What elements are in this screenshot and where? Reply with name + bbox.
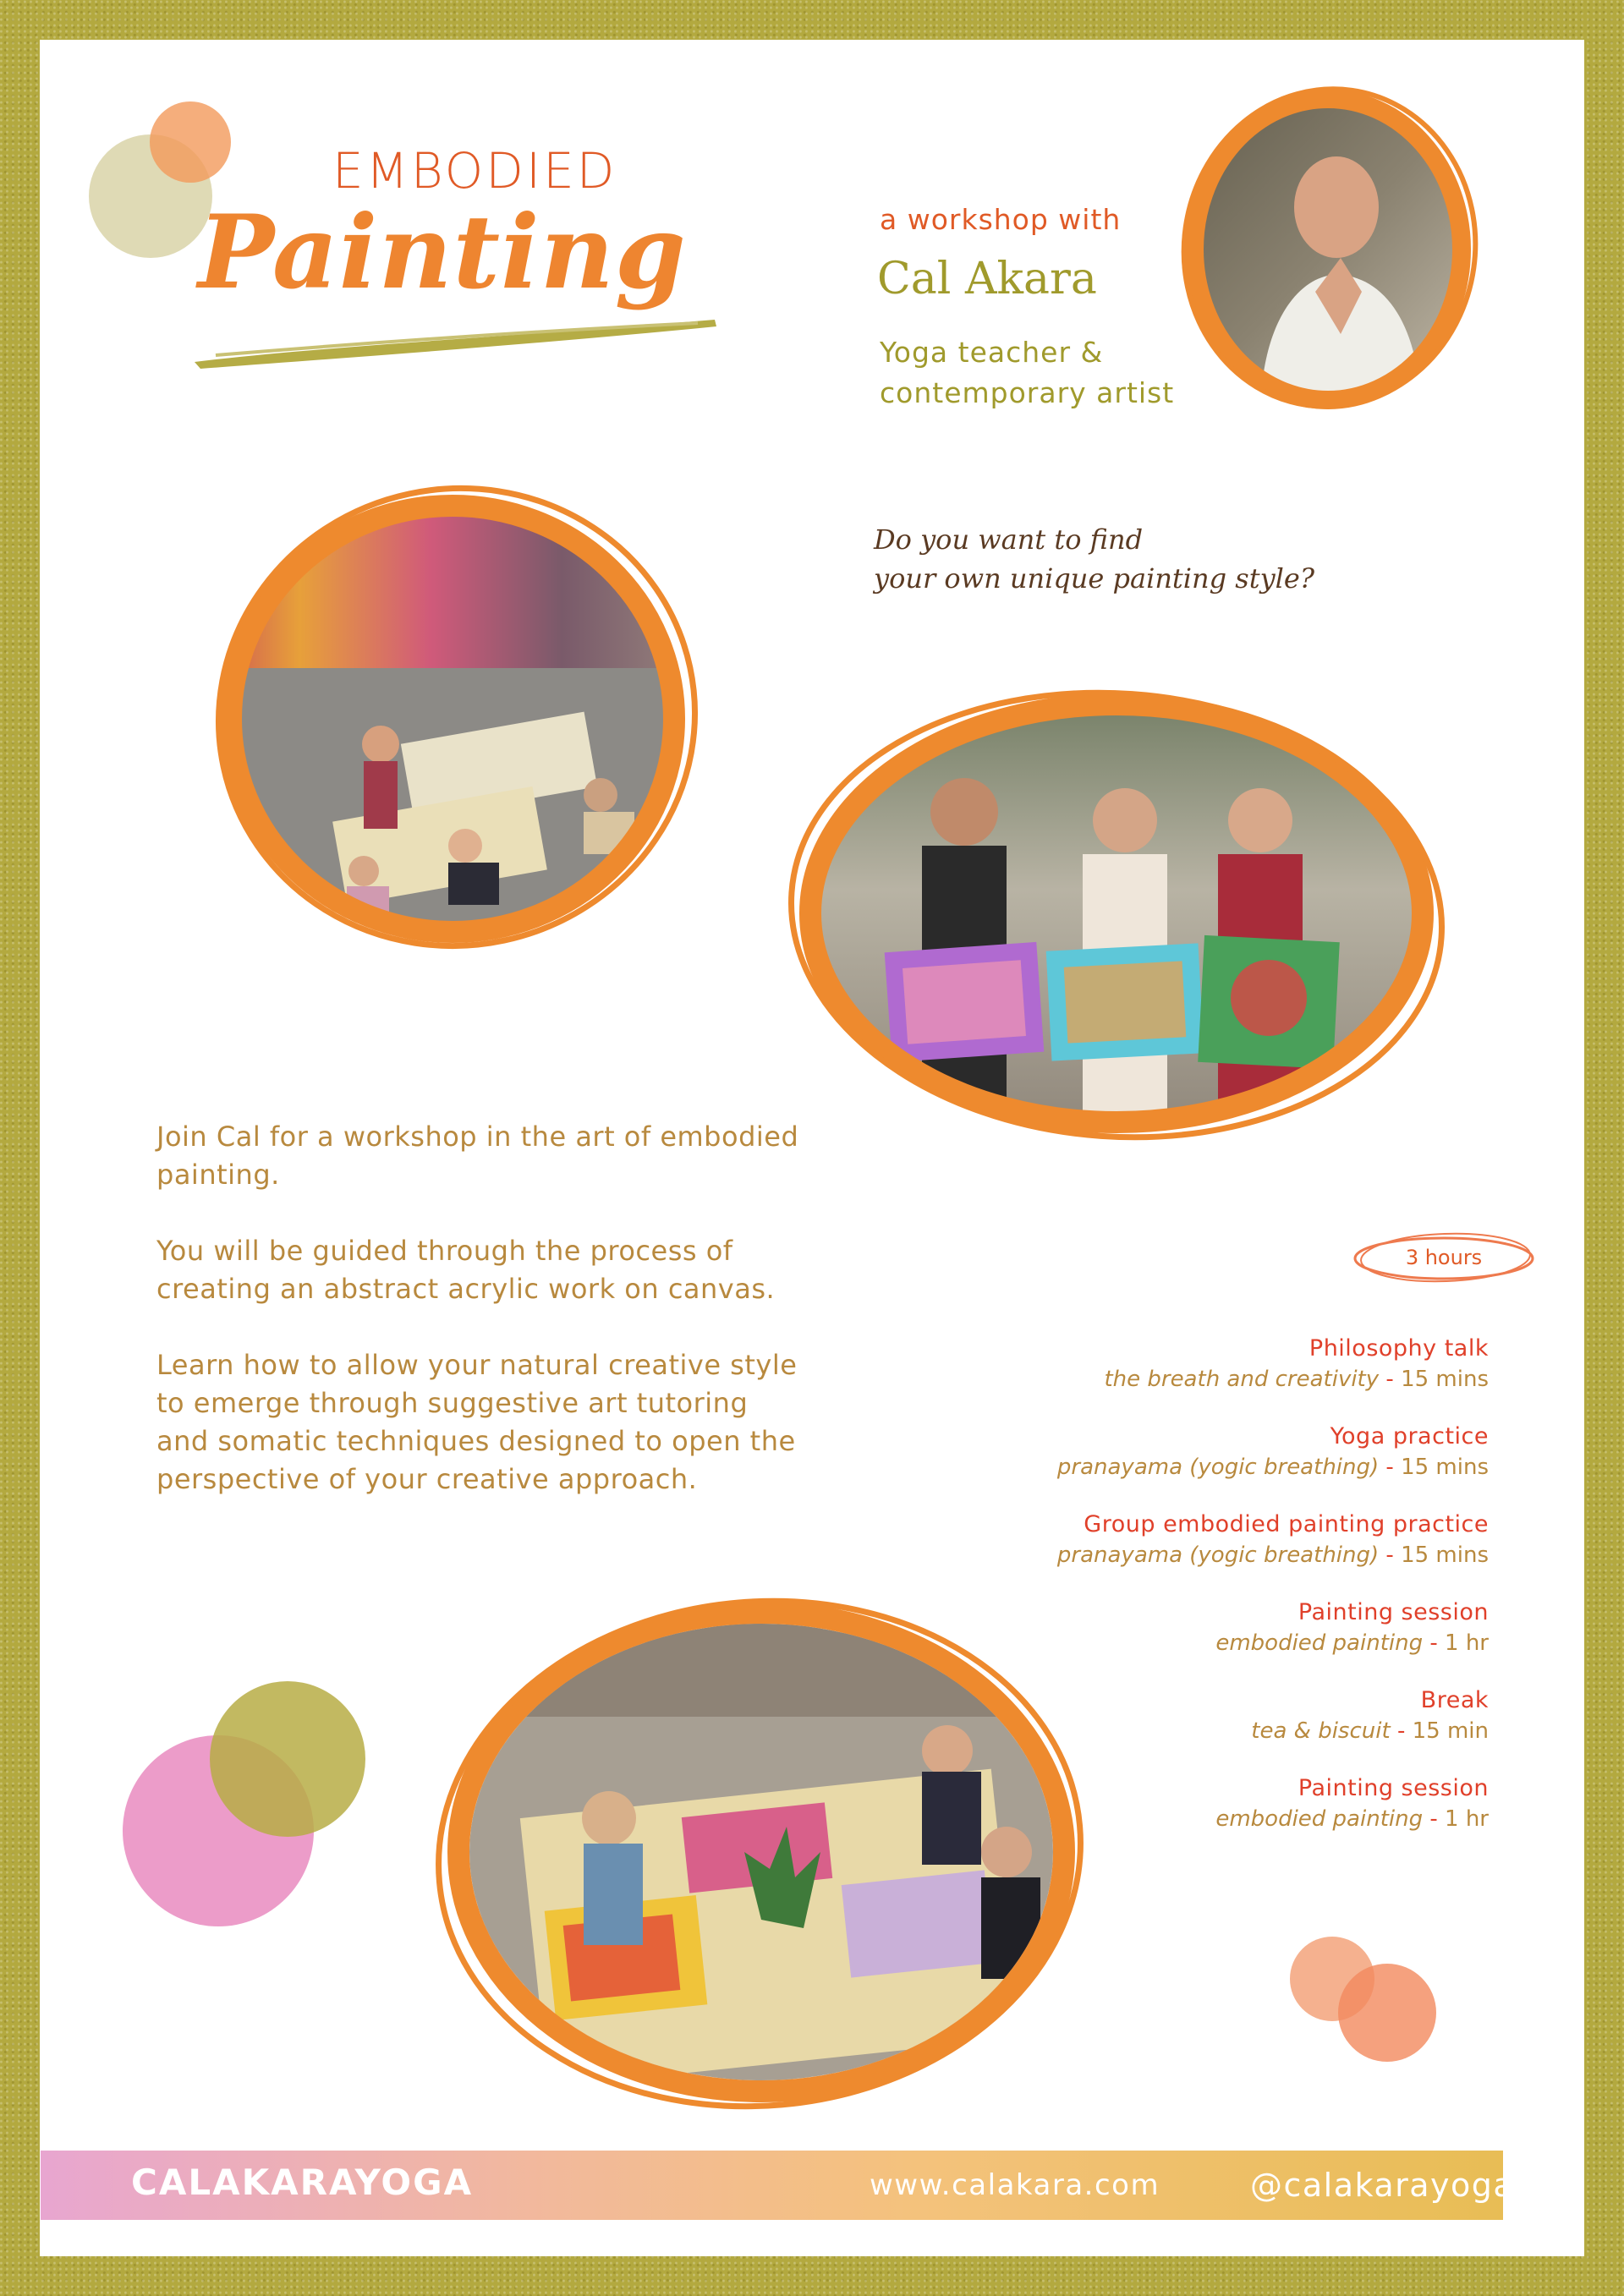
schedule-title: Yoga practice bbox=[1330, 1423, 1489, 1449]
decor-circles-bottom-right bbox=[1281, 1924, 1451, 2076]
schedule-desc: pranayama (yogic breathing) bbox=[1056, 1455, 1380, 1480]
schedule-desc: embodied painting bbox=[1215, 1630, 1424, 1656]
schedule-time: 15 mins bbox=[1401, 1543, 1489, 1568]
schedule-time: 15 mins bbox=[1401, 1455, 1489, 1480]
description-block bbox=[156, 1118, 799, 1537]
brand-name: CALAKARAYOGA bbox=[131, 2162, 474, 2203]
duration-badge: 3 hours bbox=[1405, 1246, 1483, 1269]
headline-question: Do you want to find your own unique painting style? bbox=[874, 523, 1314, 595]
schedule-item: Painting session embodied painting - 1 hr bbox=[727, 1597, 1489, 1658]
schedule-item: Group embodied painting practice pranayama (yogic breathing) - 15 mins bbox=[727, 1510, 1489, 1570]
schedule-title: Philosophy talk bbox=[1309, 1335, 1489, 1362]
teacher-portrait bbox=[1167, 80, 1489, 419]
schedule-time: 15 min bbox=[1412, 1718, 1489, 1744]
workshop-intro: a workshop with bbox=[880, 203, 1122, 236]
schedule-desc: tea & biscuit bbox=[1251, 1718, 1391, 1744]
brush-stroke-underline bbox=[190, 313, 723, 372]
teacher-name: Cal Akara bbox=[877, 254, 1097, 304]
photo-table-painting bbox=[406, 1598, 1116, 2114]
schedule-title: Painting session bbox=[1298, 1775, 1489, 1801]
description-paragraph: Learn how to allow your natural creative style to emerge through suggestive art tutoring and somatic techniques designed to open the perspective of your creative approach. bbox=[156, 1349, 798, 1495]
schedule-item: Break tea & biscuit - 15 min bbox=[727, 1685, 1489, 1746]
photo-group-paintings bbox=[761, 677, 1472, 1150]
title-embodied: EMBODIED bbox=[332, 142, 617, 200]
schedule-desc: pranayama (yogic breathing) bbox=[1056, 1543, 1380, 1568]
description-paragraph: Join Cal for a workshop in the art of embodied painting. bbox=[156, 1121, 799, 1191]
teacher-role: Yoga teacher & contemporary artist bbox=[880, 336, 1175, 409]
schedule-title: Painting session bbox=[1298, 1599, 1489, 1625]
schedule-desc: the breath and creativity bbox=[1104, 1367, 1380, 1392]
schedule-time: 15 mins bbox=[1401, 1367, 1489, 1392]
schedule-time: 1 hr bbox=[1445, 1806, 1489, 1832]
schedule-title: Group embodied painting practice bbox=[1084, 1511, 1489, 1537]
schedule-time: 1 hr bbox=[1445, 1630, 1489, 1656]
website-link[interactable]: www.calakara.com bbox=[870, 2168, 1160, 2202]
title-painting: Painting bbox=[198, 193, 687, 312]
schedule-title: Break bbox=[1420, 1687, 1489, 1713]
decor-circles-bottom-left bbox=[118, 1679, 381, 1932]
description-paragraph: You will be guided through the process of creating an abstract acrylic work on canvas. bbox=[156, 1235, 776, 1305]
photo-studio-workshop bbox=[195, 474, 719, 964]
schedule-desc: embodied painting bbox=[1215, 1806, 1424, 1832]
schedule-item: Yoga practice pranayama (yogic breathing) - 15 mins bbox=[727, 1422, 1489, 1482]
social-handle[interactable]: @calakarayoga bbox=[1250, 2167, 1515, 2204]
schedule-item: Philosophy talk the breath and creativity - 15 mins bbox=[727, 1334, 1489, 1395]
schedule-item: Painting session embodied painting - 1 hr bbox=[727, 1773, 1489, 1834]
